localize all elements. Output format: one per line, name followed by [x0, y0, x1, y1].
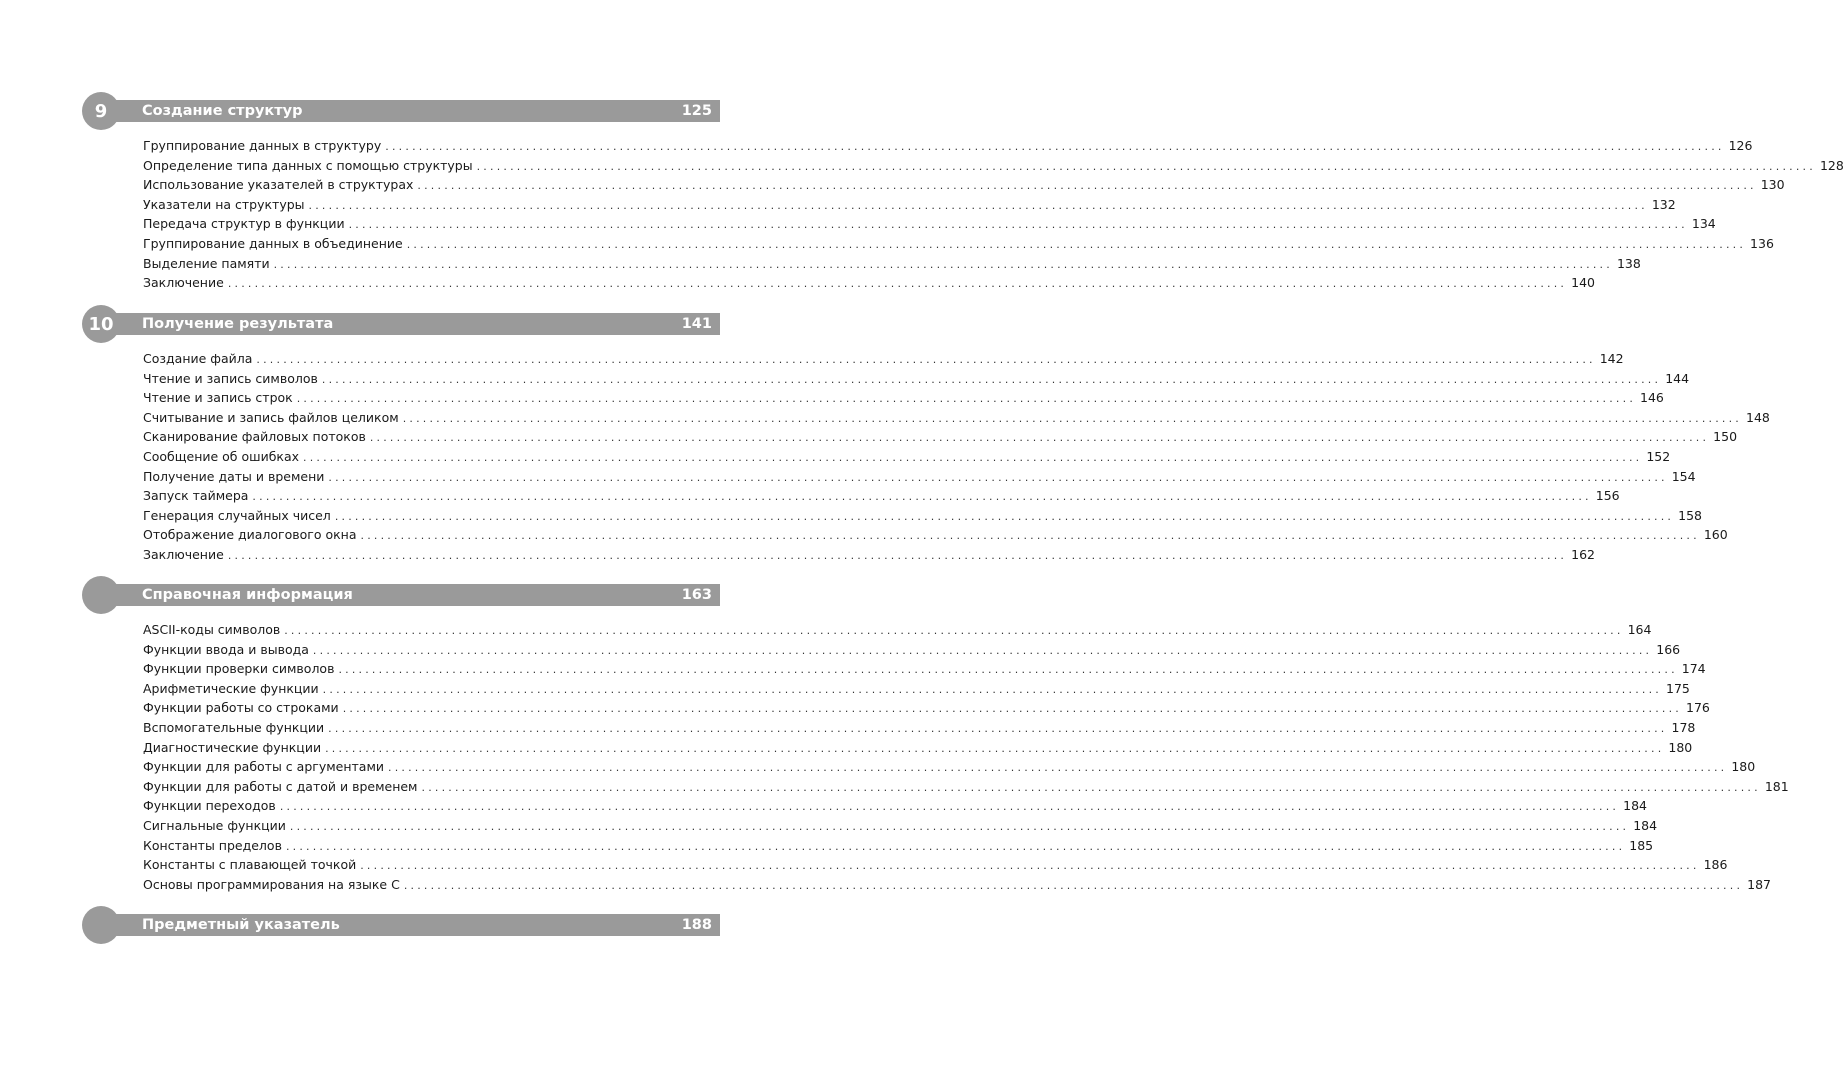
entry-page: 144	[1665, 370, 1690, 386]
toc-entry[interactable]	[143, 369, 1690, 389]
dot-leader: ........................................................................................................................................................................................................	[369, 431, 1710, 445]
entry-title: Основы программирования на языке С	[143, 876, 400, 892]
toc-entry[interactable]	[143, 349, 1624, 369]
dot-leader: ........................................................................................................................................................................................................	[421, 780, 1761, 794]
entry-page: 164	[1627, 622, 1652, 637]
dot-leader: ........................................................................................................................................................................................................	[227, 277, 1568, 291]
entry-title: Запуск таймера	[143, 488, 249, 504]
chapter-header-bar[interactable]	[102, 100, 720, 122]
chapter-entries	[143, 620, 1789, 894]
toc-entry[interactable]	[143, 816, 1658, 836]
entry-title: Функции проверки символов	[143, 661, 335, 677]
entry-title: Отображение диалогового окна	[143, 527, 357, 543]
dot-leader: ........................................................................................................................................................................................................	[360, 859, 1700, 873]
dot-leader: ........................................................................................................................................................................................................	[348, 218, 1688, 232]
entry-page: 128	[1819, 157, 1844, 173]
entry-title: Определение типа данных с помощью структуры	[143, 157, 473, 173]
dot-leader: ........................................................................................................................................................................................................	[325, 741, 1665, 755]
chapter-page: 163	[681, 587, 712, 603]
dot-leader: ........................................................................................................................................................................................................	[402, 411, 1743, 425]
dot-leader: ........................................................................................................................................................................................................	[252, 490, 1592, 504]
dot-leader: ........................................................................................................................................................................................................	[417, 179, 1757, 193]
entry-page: 180	[1731, 759, 1756, 775]
entry-page: 181	[1764, 778, 1789, 794]
toc-entry[interactable]	[143, 195, 1676, 215]
toc-entry[interactable]	[143, 214, 1716, 234]
chapter-number-badge: 9	[82, 92, 120, 130]
entry-title: Сканирование файловых потоков	[143, 429, 366, 445]
toc-entry[interactable]	[143, 836, 1654, 856]
entry-title: Генерация случайных чисел	[143, 507, 331, 523]
entry-title: Функции для работы с датой и временем	[143, 778, 418, 794]
entry-page: 176	[1686, 700, 1710, 716]
entry-title: Использование указателей в структурах	[143, 177, 414, 193]
dot-leader: ........................................................................................................................................................................................................	[303, 450, 1643, 464]
entry-page: 154	[1671, 468, 1696, 484]
toc-entry[interactable]	[143, 273, 1595, 293]
chapter-title: Получение результата	[142, 316, 334, 332]
toc-entry[interactable]	[143, 175, 1785, 195]
chapter-title: Предметный указатель	[142, 917, 340, 933]
entry-title: Сигнальные функции	[143, 817, 286, 833]
entry-title: Указатели на структуры	[143, 196, 305, 212]
toc-entry[interactable]	[143, 718, 1696, 738]
dot-leader: ........................................................................................................................................................................................................	[279, 800, 1620, 814]
entry-page: 150	[1713, 429, 1738, 445]
chapter-title: Справочная информация	[142, 587, 353, 603]
entry-page: 160	[1703, 527, 1728, 543]
entry-page: 136	[1750, 235, 1774, 251]
dot-leader: ........................................................................................................................................................................................................	[476, 159, 1816, 173]
toc-entry[interactable]	[143, 486, 1620, 506]
toc-entry[interactable]	[143, 254, 1641, 274]
entry-page: 156	[1595, 488, 1620, 504]
entry-title: Группирование данных в объединение	[143, 235, 403, 251]
toc-entry[interactable]	[143, 855, 1728, 875]
entry-title: Получение даты и времени	[143, 468, 325, 484]
entry-title: Вспомогательные функции	[143, 719, 325, 735]
entry-title: Создание файла	[143, 351, 253, 366]
chapter-page: 125	[681, 103, 712, 119]
entry-page: 184	[1633, 817, 1658, 833]
entry-page: 166	[1656, 641, 1681, 657]
entry-page: 158	[1678, 507, 1702, 523]
dot-leader: ........................................................................................................................................................................................................	[289, 819, 1630, 833]
dot-leader: ........................................................................................................................................................................................................	[338, 663, 1678, 677]
entry-title: Арифметические функции	[143, 680, 319, 696]
entry-page: 138	[1616, 255, 1641, 271]
entry-page: 146	[1640, 390, 1664, 406]
toc-entry[interactable]	[143, 679, 1690, 699]
toc-entry[interactable]	[143, 136, 1753, 156]
entry-title: Считывание и запись файлов целиком	[143, 409, 399, 425]
toc-entry[interactable]	[143, 408, 1770, 428]
entry-title: Заключение	[143, 275, 224, 291]
entry-title: Чтение и запись символов	[143, 370, 318, 386]
chapter-number-badge	[82, 576, 120, 614]
entry-page: 148	[1746, 409, 1770, 425]
entry-title: Константы пределов	[143, 837, 282, 853]
toc-entry[interactable]	[143, 738, 1693, 758]
toc-entry[interactable]	[143, 875, 1772, 895]
toc-entry[interactable]	[143, 640, 1681, 660]
entry-title: Передача структур в функции	[143, 216, 345, 232]
entry-page: 174	[1681, 661, 1706, 677]
entry-page: 184	[1623, 798, 1647, 814]
dot-leader: ........................................................................................................................................................................................................	[342, 702, 1683, 716]
toc-entry[interactable]	[143, 447, 1671, 467]
chapter-header-bar[interactable]	[102, 914, 720, 936]
entry-page: 152	[1646, 448, 1671, 464]
entry-page: 140	[1571, 275, 1595, 291]
entry-page: 142	[1599, 351, 1624, 366]
toc-entry[interactable]	[143, 698, 1710, 718]
chapter-page: 141	[681, 316, 712, 332]
toc-entry[interactable]	[143, 757, 1756, 777]
entry-page: 186	[1703, 857, 1728, 873]
chapter-number-badge: 10	[82, 305, 120, 343]
entry-page: 187	[1747, 876, 1772, 892]
dot-leader: ........................................................................................................................................................................................................	[273, 257, 1613, 271]
dot-leader: ........................................................................................................................................................................................................	[312, 643, 1653, 657]
entry-page: 130	[1760, 177, 1785, 193]
entry-title: Функции для работы с аргументами	[143, 759, 385, 775]
dot-leader: ........................................................................................................................................................................................................	[227, 548, 1568, 562]
chapter-page: 188	[681, 917, 712, 933]
entry-title: Группирование данных в структуру	[143, 138, 382, 153]
entry-title: Сообщение об ошибках	[143, 448, 300, 464]
entry-title: Функции работы со строками	[143, 700, 339, 716]
toc-entry[interactable]	[143, 545, 1595, 565]
toc-entry[interactable]	[143, 620, 1652, 640]
toc-entry[interactable]	[143, 506, 1702, 526]
dot-leader: ........................................................................................................................................................................................................	[328, 470, 1668, 484]
entry-page: 175	[1666, 680, 1690, 696]
toc-entry[interactable]	[143, 156, 1844, 176]
chapter-header-bar[interactable]	[102, 313, 720, 335]
entry-title: Функции переходов	[143, 798, 276, 814]
chapter-entries	[143, 349, 1770, 565]
toc-entry[interactable]	[143, 388, 1664, 408]
toc-entry[interactable]	[143, 525, 1728, 545]
dot-leader: ........................................................................................................................................................................................................	[296, 392, 1637, 406]
chapter-header-bar[interactable]	[102, 584, 720, 606]
entry-page: 178	[1671, 719, 1696, 735]
dot-leader: ........................................................................................................................................................................................................	[385, 140, 1725, 153]
dot-leader: ........................................................................................................................................................................................................	[308, 198, 1648, 212]
entry-page: 126	[1728, 138, 1753, 153]
dot-leader: ........................................................................................................................................................................................................	[360, 529, 1700, 543]
entry-page: 134	[1691, 216, 1716, 232]
entry-page: 185	[1629, 837, 1654, 853]
toc-entry[interactable]	[143, 659, 1706, 679]
dot-leader: ........................................................................................................................................................................................................	[334, 509, 1675, 523]
entry-page: 180	[1668, 739, 1693, 755]
entry-title: Заключение	[143, 546, 224, 562]
dot-leader: ........................................................................................................................................................................................................	[328, 721, 1668, 735]
chapter-number-badge	[82, 906, 120, 944]
toc-entry[interactable]	[143, 234, 1774, 254]
entry-title: Диагностические функции	[143, 739, 322, 755]
toc-entry[interactable]	[143, 427, 1738, 447]
chapter-title: Создание структур	[142, 103, 303, 119]
entry-page: 132	[1651, 196, 1676, 212]
dot-leader: ........................................................................................................................................................................................................	[284, 624, 1624, 637]
dot-leader: ........................................................................................................................................................................................................	[403, 878, 1744, 892]
dot-leader: ........................................................................................................................................................................................................	[406, 237, 1747, 251]
entry-title: ASCII-коды символов	[143, 622, 281, 637]
toc-entry[interactable]	[143, 777, 1789, 797]
dot-leader: ........................................................................................................................................................................................................	[256, 353, 1596, 366]
entry-title: Константы с плавающей точкой	[143, 857, 357, 873]
entry-title: Чтение и запись строк	[143, 390, 293, 406]
chapter-entries	[143, 136, 1844, 293]
toc-entry[interactable]	[143, 796, 1647, 816]
dot-leader: ........................................................................................................................................................................................................	[388, 761, 1728, 775]
entry-page: 162	[1571, 546, 1595, 562]
entry-title: Функции ввода и вывода	[143, 641, 309, 657]
dot-leader: ........................................................................................................................................................................................................	[285, 839, 1626, 853]
toc-entry[interactable]	[143, 467, 1696, 487]
dot-leader: ........................................................................................................................................................................................................	[322, 682, 1662, 696]
dot-leader: ........................................................................................................................................................................................................	[321, 372, 1662, 386]
entry-title: Выделение памяти	[143, 255, 270, 271]
